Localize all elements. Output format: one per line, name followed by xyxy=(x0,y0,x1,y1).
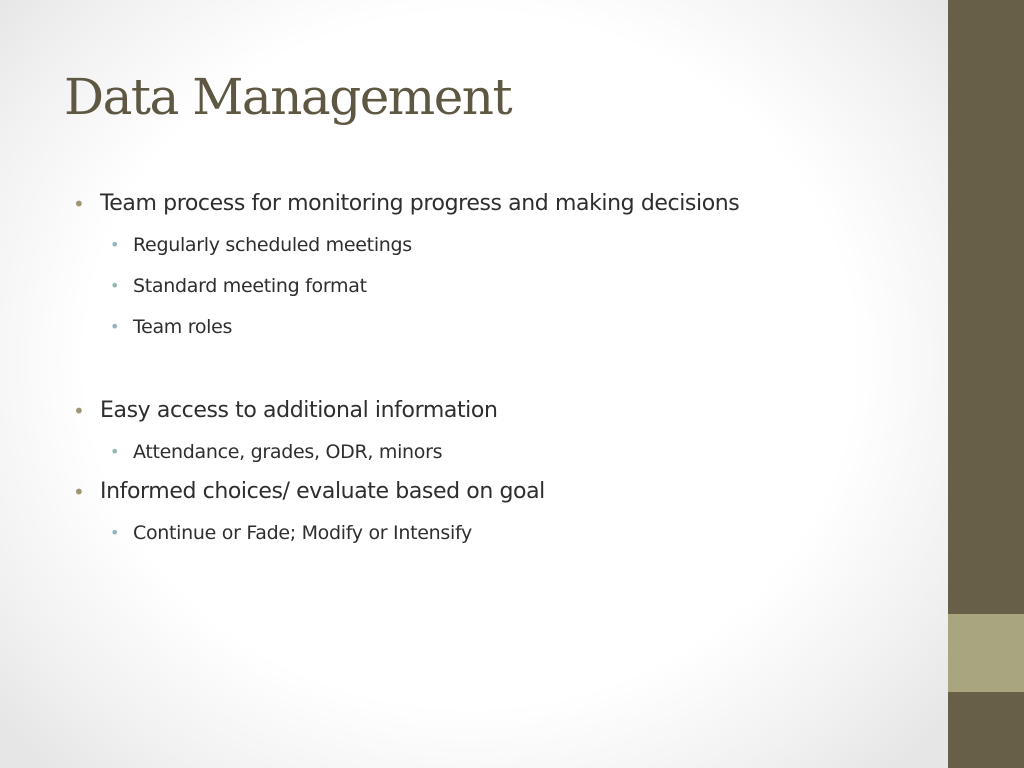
spacer xyxy=(73,347,933,391)
sub-bullet-text: Regularly scheduled meetings xyxy=(133,234,412,256)
bullet-item xyxy=(73,391,933,431)
bullet-dot-icon: • xyxy=(73,480,85,504)
bullet-text: Team process for monitoring progress and making decisions xyxy=(100,191,740,216)
sub-bullet-item xyxy=(73,307,933,347)
sub-bullet-dot-icon: • xyxy=(110,276,120,295)
bullet-dot-icon: • xyxy=(73,399,85,423)
sub-bullet-text: Team roles xyxy=(133,316,233,338)
bullet-text: Easy access to additional information xyxy=(100,398,498,423)
sub-bullet-dot-icon: • xyxy=(110,442,120,461)
sub-bullet-item xyxy=(73,266,933,306)
bullet-item xyxy=(73,184,933,224)
sub-bullet-text: Continue or Fade; Modify or Intensify xyxy=(133,522,472,544)
bullet-dot-icon: • xyxy=(73,192,85,216)
sub-bullet-text: Standard meeting format xyxy=(133,275,367,297)
sub-bullet-item xyxy=(73,432,933,472)
sub-bullet-item xyxy=(73,225,933,265)
sub-bullet-dot-icon: • xyxy=(110,523,120,542)
sub-bullet-dot-icon: • xyxy=(110,235,120,254)
slide-title: Data Management xyxy=(64,68,512,126)
sub-bullet-text: Attendance, grades, ODR, minors xyxy=(133,441,443,463)
slide-body xyxy=(73,184,933,553)
bullet-item xyxy=(73,472,933,512)
side-decor-accent xyxy=(948,614,1024,692)
bullet-text: Informed choices/ evaluate based on goal xyxy=(100,479,545,504)
sub-bullet-item xyxy=(73,513,933,553)
sub-bullet-dot-icon: • xyxy=(110,317,120,336)
